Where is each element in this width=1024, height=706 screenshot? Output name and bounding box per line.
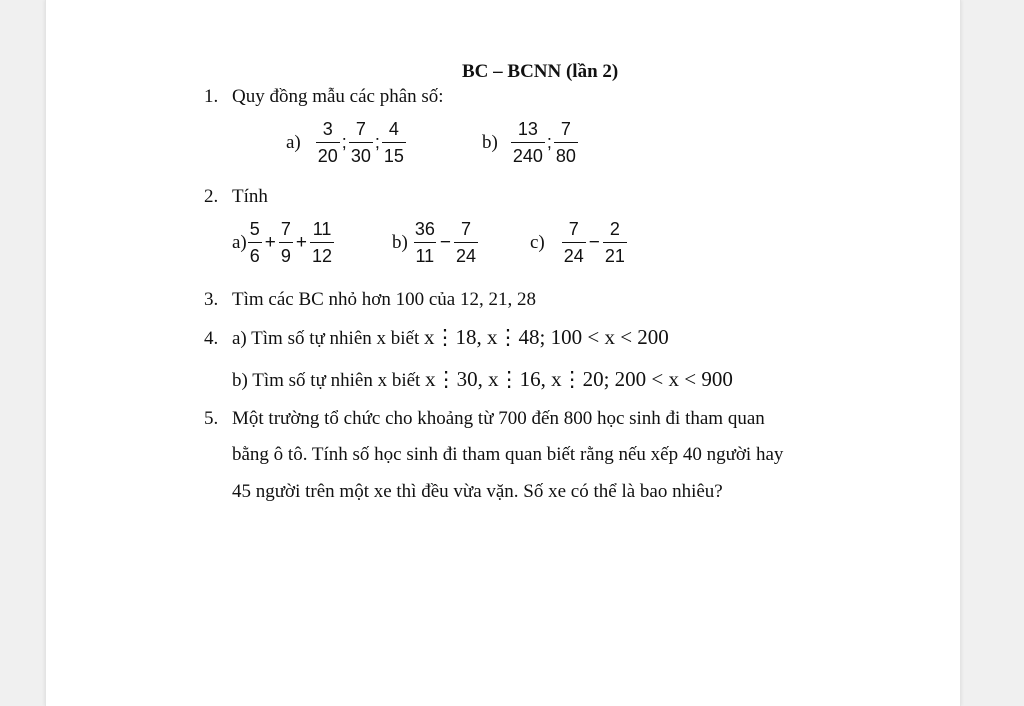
numerator: 7: [560, 119, 571, 139]
plus-operator: +: [264, 231, 276, 253]
numerator: 3: [322, 119, 333, 139]
question-number: 4.: [204, 328, 219, 349]
denominator: 11: [414, 242, 437, 265]
minus-operator: −: [439, 231, 451, 253]
part-label: c): [530, 231, 545, 253]
question-5: [204, 408, 765, 430]
numerator: 5: [249, 219, 260, 239]
question-number: 5.: [204, 408, 219, 429]
question-text: b) Tìm số tự nhiên x biết: [232, 370, 421, 391]
question-number: 1.: [204, 86, 219, 107]
question-2: [204, 186, 268, 208]
question-4b: [232, 367, 733, 392]
fraction: [382, 120, 406, 165]
fraction: [349, 120, 373, 165]
question-5-line2: bằng ô tô. Tính số học sinh đi tham quan biết rằng nếu xếp 40 người hay: [232, 444, 784, 465]
fraction: [454, 220, 478, 265]
fraction: [279, 220, 293, 265]
denominator: 80: [554, 142, 578, 165]
numerator: 7: [355, 119, 366, 139]
numerator: 7: [568, 219, 579, 239]
question-text: Tính: [232, 186, 268, 207]
numerator: 11: [312, 219, 332, 239]
q2-part-a: [232, 220, 335, 265]
separator: ;: [341, 132, 347, 152]
question-text: Tìm các BC nhỏ hơn 100 của 12, 21, 28: [232, 289, 536, 310]
fraction: [562, 220, 586, 265]
q2-part-c: [530, 220, 628, 265]
fraction: [603, 220, 627, 265]
document-page: [46, 0, 960, 706]
minus-operator: −: [588, 231, 600, 253]
plus-operator: +: [295, 231, 308, 253]
fraction: [248, 220, 262, 265]
math-condition: x⋮30, x⋮16, x⋮20; 200 < x < 900: [425, 367, 733, 391]
fraction: [310, 220, 334, 265]
part-label: b): [482, 131, 498, 153]
q1-part-a: [286, 120, 407, 165]
numerator: 2: [609, 219, 620, 239]
question-3: [204, 289, 536, 311]
denominator: 24: [454, 242, 478, 265]
denominator: 240: [511, 142, 545, 165]
question-1: [204, 86, 444, 108]
fraction: [413, 220, 437, 265]
question-text: Quy đồng mẫu các phân số:: [232, 86, 444, 107]
denominator: 9: [279, 242, 293, 265]
question-4a: [204, 325, 669, 350]
question-5-line3: 45 người trên một xe thì đều vừa vặn. Số xe có thể là bao nhiêu?: [232, 481, 723, 502]
part-label: a): [232, 231, 247, 253]
question-number: 2.: [204, 186, 219, 207]
numerator: 36: [414, 219, 435, 239]
question-text: a) Tìm số tự nhiên x biết: [232, 328, 420, 349]
numerator: 7: [460, 219, 471, 239]
denominator: 21: [603, 242, 627, 265]
q1-part-b: [482, 120, 579, 165]
denominator: 6: [248, 242, 262, 265]
part-label: a): [286, 131, 301, 153]
q2-part-b: [392, 220, 479, 265]
math-condition: x⋮18, x⋮48; 100 < x < 200: [424, 325, 669, 349]
part-label: b): [392, 231, 408, 253]
denominator: 20: [316, 142, 340, 165]
denominator: 30: [349, 142, 373, 165]
denominator: 12: [310, 242, 334, 265]
numerator: 13: [517, 119, 538, 139]
separator: ;: [374, 132, 380, 152]
numerator: 7: [280, 219, 291, 239]
fraction: [511, 120, 545, 165]
question-number: 3.: [204, 289, 219, 310]
document-title: BC – BCNN (lần 2): [462, 61, 619, 82]
separator: ;: [546, 132, 552, 152]
fraction: [554, 120, 578, 165]
denominator: 15: [382, 142, 406, 165]
numerator: 4: [388, 119, 399, 139]
denominator: 24: [562, 242, 586, 265]
question-text: Một trường tổ chức cho khoảng từ 700 đến 800 học sinh đi tham quan: [232, 408, 765, 429]
fraction: [316, 120, 340, 165]
